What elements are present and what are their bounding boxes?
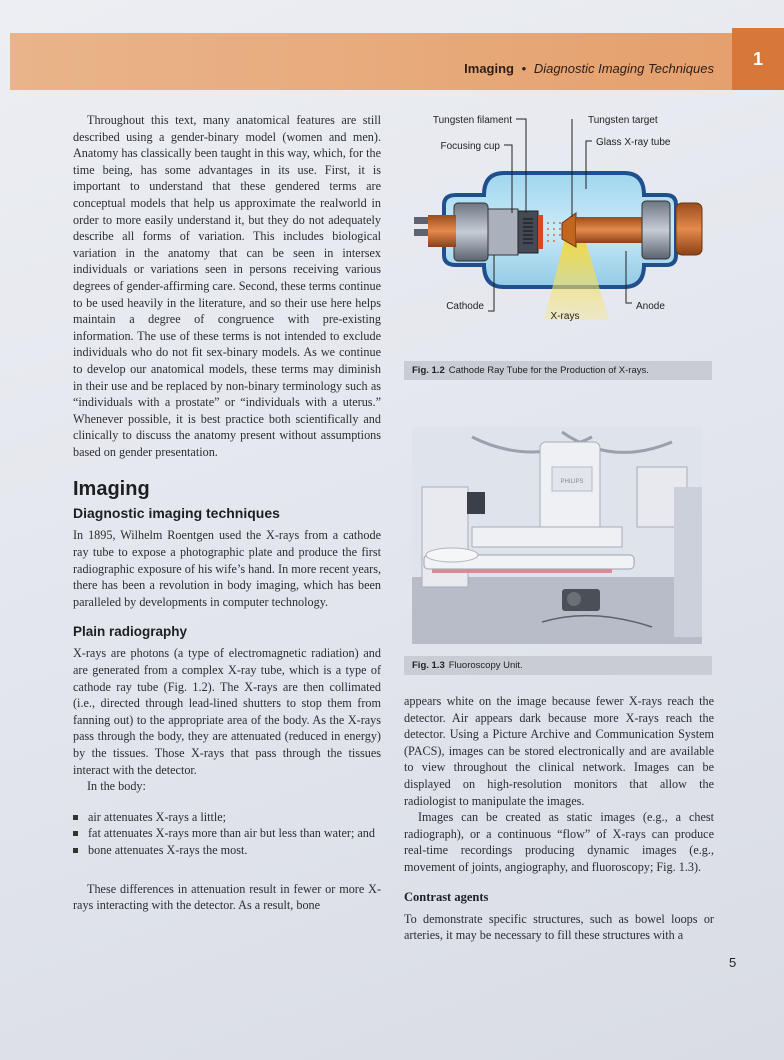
chapter-number-tab: 1 bbox=[732, 28, 784, 90]
label-anode: Anode bbox=[636, 301, 665, 312]
running-header-subsection: Diagnostic Imaging Techniques bbox=[533, 61, 714, 76]
figure-1-3-label: Fig. 1.3 bbox=[412, 660, 445, 671]
running-header-section: Imaging bbox=[464, 61, 514, 76]
cathode-cylinder bbox=[454, 203, 488, 261]
plain-radiography-heading: Plain radiography bbox=[73, 624, 188, 640]
label-tungsten-filament: Tungsten filament bbox=[432, 115, 512, 126]
list-item: fat attenuates X-rays more than air but less than water; and bbox=[73, 825, 381, 842]
contrast-paragraph: To demonstrate specific structures, such as bowel loops or arteries, it may be necessary to fill these structures with a bbox=[404, 911, 714, 943]
imaging-heading: Imaging bbox=[73, 478, 150, 501]
figure-1-2-caption-text: Cathode Ray Tube for the Production of X-rays. bbox=[448, 365, 649, 376]
tungsten-filament bbox=[523, 219, 533, 243]
right-column bbox=[404, 693, 714, 944]
right-paragraph-2: Images can be created as static images (e.g., a chest radiograph), or a continuous “flow” of X-rays can produce real-time recordings producing dynamic images (e.g., movement of joints, angiography, and fluoroscopy; Fig. 1.3). bbox=[404, 810, 714, 874]
chapter-header-band bbox=[10, 33, 784, 90]
diagnostic-paragraph: In 1895, Wilhelm Roentgen used the X-rays from a cathode ray tube to expose a photographic plate and produce the first radiographic exposure of his wife’s hand. In more recent years, there has been a revolution in body imaging, which has been paralleled by developments in computer technology. bbox=[73, 528, 381, 609]
label-xrays: X-rays bbox=[550, 311, 580, 322]
running-header bbox=[464, 61, 714, 76]
left-column bbox=[73, 112, 381, 914]
focusing-cup bbox=[518, 211, 538, 253]
fluoroscopy-unit-photo bbox=[412, 427, 702, 644]
anode-rod bbox=[576, 217, 648, 243]
cathode-stem bbox=[428, 215, 456, 247]
differences-paragraph: These differences in attenuation result in fewer or more X-rays interacting with the detector. As a result, bone bbox=[73, 881, 381, 913]
figure-1-3-caption-text: Fluoroscopy Unit. bbox=[448, 660, 523, 671]
diagnostic-heading: Diagnostic imaging techniques bbox=[73, 505, 280, 522]
list-item: air attenuates X-rays a little; bbox=[73, 809, 381, 826]
plain-radiography-paragraph: X-rays are photons (a type of electromagnetic radiation) and are generated from a complex X-ray tube, which is a type of cathode ray tube (Fig. 1.2). The X-rays are then collimated (i.e., directed through lead-lined shutters to stop them from fanning out) to the appropriate area of the body. As the X-rays pass through the body, they are attenuated (reduced in energy) by the tissues. Those X-rays that pass through the tissues interact with the detector. bbox=[73, 646, 381, 777]
attenuation-list bbox=[73, 809, 381, 859]
xray-tube-diagram bbox=[404, 105, 714, 360]
intro-paragraph: Throughout this text, many anatomical features are still described using a gender-binary model (women and men). Anatomy has classically been taught in this way, which, for the time being, has some advantages in its use. First, it is important to understand that these gendered terms are conceptual models that help us approximate the realworld in order to more easily understand it, but they do not adequately describe all forms of variation. This includes biological variation in the anatomy that can be seen in intersex individuals or variations seen in persons receiving various degrees of gender-affirming care. Second, these terms continue to be used heavily in the literature, and so their use here helps maintain a degree of congruence with pre-existing information. The use of these terms is not intended to exclude individuals who do not fit sex-binary models. As we continue to develop our anatomical models, these terms may diminish in their use and be replaced by non-binary terminology such as “individuals with a prostate” or “individuals with a uterus.” Whenever possible, it is best practice both scientifically and clinically to discuss the anatomy present without assumptions based on gender presentation. bbox=[73, 113, 381, 459]
label-focusing-cup: Focusing cup bbox=[440, 141, 500, 152]
figure-1-2-label: Fig. 1.2 bbox=[412, 365, 445, 376]
figure-1-3-caption bbox=[404, 656, 712, 675]
svg-text:PHILIPS: PHILIPS bbox=[560, 479, 584, 485]
fluoroscopy-illustration bbox=[412, 427, 702, 644]
label-cathode: Cathode bbox=[446, 301, 484, 312]
label-glass-tube: Glass X-ray tube bbox=[596, 137, 671, 148]
figure-1-2-caption bbox=[404, 361, 712, 380]
contrast-agents-heading: Contrast agents bbox=[404, 889, 489, 904]
anode-cap bbox=[676, 203, 702, 255]
list-item: bone attenuates X-rays the most. bbox=[73, 842, 381, 859]
label-tungsten-target: Tungsten target bbox=[588, 115, 658, 126]
page-number: 5 bbox=[729, 955, 737, 970]
right-paragraph-1: appears white on the image because fewer X-rays reach the detector. Air appears dark because more X-rays reach the detector. Using a Picture Archive and Communication System (PACS), images can be stored electronically and are available to view throughout the clinical network. Images can be displayed on high-resolution monitors that allow the radiologist to manipulate the images. bbox=[404, 694, 714, 808]
running-header-separator: • bbox=[521, 61, 527, 76]
in-body-line: In the body: bbox=[87, 779, 146, 794]
anode-cylinder bbox=[642, 201, 670, 259]
